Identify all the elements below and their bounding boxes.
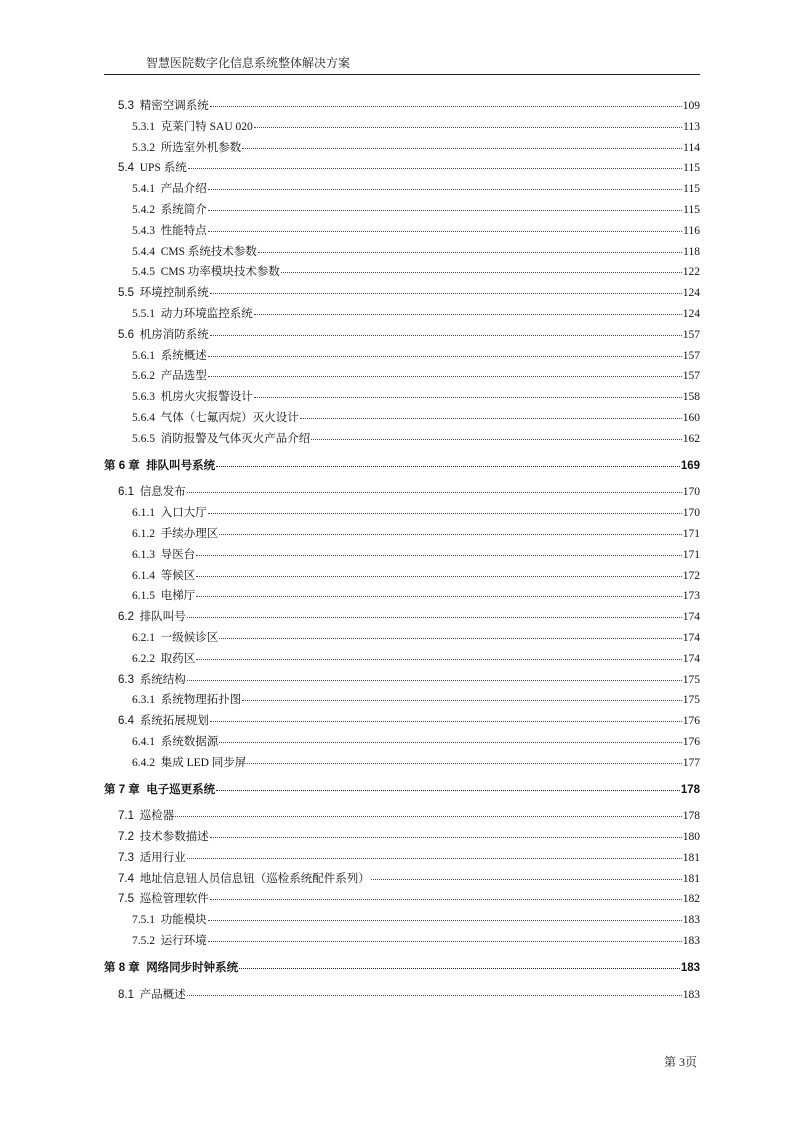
toc-entry-page: 172 <box>682 569 700 582</box>
toc-entry-label <box>118 159 187 175</box>
toc-entry-page: 115 <box>683 203 700 216</box>
toc-entry-title: 系统简介 <box>160 203 207 216</box>
toc-dot-leader <box>254 396 682 398</box>
toc-entry-number: 8.1 <box>118 988 134 1001</box>
toc-entry[interactable] <box>104 828 700 849</box>
toc-entry-page: 160 <box>682 411 700 424</box>
toc-entry-label <box>132 691 241 707</box>
toc-entry[interactable] <box>104 691 700 712</box>
toc-entry[interactable] <box>104 222 700 243</box>
toc-entry-label <box>132 118 253 134</box>
toc-entry-number: 5.3.1 <box>132 120 155 133</box>
toc-entry-number: 6.4.1 <box>132 735 155 748</box>
toc-entry-number: 5.4.3 <box>132 224 155 237</box>
toc-entry-page: 183 <box>682 914 700 927</box>
toc-entry-title: 精密空调系统 <box>139 100 209 112</box>
toc-entry-label <box>132 139 241 155</box>
toc-entry-number: 5.4 <box>118 162 134 175</box>
toc-entry-label <box>132 243 257 259</box>
toc-entry-number: 第 8 章 <box>104 961 140 974</box>
toc-entry-page: 183 <box>680 961 700 974</box>
toc-entry-label <box>132 932 207 948</box>
toc-entry[interactable] <box>104 986 700 1007</box>
toc-entry-number: 7.1 <box>118 810 134 823</box>
toc-entry-page: 115 <box>683 183 700 196</box>
toc-entry-label <box>118 608 186 624</box>
toc-entry-label <box>118 326 209 342</box>
toc-entry-page: 177 <box>682 756 700 769</box>
toc-entry-title: UPS 系统 <box>139 162 187 175</box>
toc-entry-title: 消防报警及气体灭火产品介绍 <box>160 432 311 445</box>
toc-dot-leader <box>196 554 682 556</box>
toc-entry-number: 5.4.4 <box>132 245 155 258</box>
toc-entry[interactable] <box>104 263 700 284</box>
toc-dot-leader <box>208 940 682 942</box>
toc-entry-page: 174 <box>682 631 700 644</box>
toc-chapter-entry[interactable] <box>104 781 700 802</box>
toc-dot-leader <box>371 878 682 880</box>
toc-entry[interactable] <box>104 97 700 118</box>
toc-entry-number: 6.1.5 <box>132 590 155 603</box>
toc-entry-title: 系统拓展规划 <box>139 715 209 728</box>
toc-entry-title: 系统数据源 <box>160 735 219 748</box>
toc-entry-title: 系统概述 <box>160 349 207 362</box>
toc-entry-label <box>118 807 174 823</box>
toc-entry-title: 等候区 <box>160 569 196 582</box>
toc-dot-leader <box>187 491 682 493</box>
toc-entry-title: 导医台 <box>160 548 196 561</box>
toc-entry-title: 系统结构 <box>139 673 186 686</box>
toc-entry-number: 7.3 <box>118 851 134 864</box>
toc-entry[interactable] <box>104 525 700 546</box>
toc-entry-title: 技术参数描述 <box>139 831 209 844</box>
toc-dot-leader <box>210 334 682 336</box>
toc-entry-page: 178 <box>680 783 700 796</box>
toc-dot-leader <box>208 919 682 921</box>
toc-entry-title: CMS 系统技术参数 <box>160 245 257 258</box>
toc-entry-number: 5.6.5 <box>132 432 155 445</box>
toc-entry-label <box>118 671 186 687</box>
toc-entry-number: 6.1.3 <box>132 548 155 561</box>
toc-entry-title: 地址信息钮人员信息钮（巡检系统配件系列） <box>139 872 370 885</box>
toc-entry-page: 157 <box>682 370 700 383</box>
toc-entry-page: 169 <box>680 459 700 472</box>
toc-entry-number: 5.6.3 <box>132 391 155 404</box>
toc-entry[interactable] <box>104 567 700 588</box>
toc-entry-label <box>132 180 207 196</box>
toc-dot-leader <box>219 637 682 639</box>
toc-entry-number: 6.3 <box>118 673 134 686</box>
toc-dot-leader <box>239 967 680 969</box>
toc-entry-title: 入口大厅 <box>160 507 207 520</box>
toc-dot-leader <box>258 251 682 253</box>
toc-entry-page: 181 <box>682 851 700 864</box>
toc-entry-label <box>104 959 238 975</box>
toc-entry-number: 6.2.2 <box>132 652 155 665</box>
toc-entry-label <box>118 483 186 499</box>
toc-entry-number: 6.1.4 <box>132 569 155 582</box>
toc-entry-page: 174 <box>682 611 700 624</box>
toc-entry[interactable] <box>104 504 700 525</box>
toc-dot-leader <box>187 857 682 859</box>
toc-entry[interactable] <box>104 409 700 430</box>
toc-entry[interactable] <box>104 326 700 347</box>
toc-entry-title: 取药区 <box>160 652 196 665</box>
toc-entry[interactable] <box>104 671 700 692</box>
toc-entry-number: 5.6.2 <box>132 370 155 383</box>
toc-entry-title: 性能特点 <box>160 224 207 237</box>
toc-entry-page: 175 <box>682 694 700 707</box>
toc-dot-leader <box>210 105 682 107</box>
toc-entry-page: 124 <box>682 287 700 300</box>
toc-entry-number: 5.5 <box>118 287 134 300</box>
toc-entry-number: 5.4.5 <box>132 266 155 279</box>
toc-entry[interactable] <box>104 870 700 891</box>
toc-entry[interactable] <box>104 430 700 451</box>
toc-entry-page: 171 <box>682 548 700 561</box>
toc-entry[interactable] <box>104 367 700 388</box>
toc-entry-title: 巡检器 <box>139 810 175 823</box>
toc-entry-label <box>132 525 218 541</box>
toc-dot-leader <box>208 209 682 211</box>
toc-entry-label <box>132 409 299 425</box>
toc-entry-page: 158 <box>682 391 700 404</box>
toc-entry-number: 5.6.1 <box>132 349 155 362</box>
toc-entry-number: 7.2 <box>118 831 134 844</box>
toc-entry-label <box>132 201 207 217</box>
toc-dot-leader <box>196 575 682 577</box>
toc-entry-title: 环境控制系统 <box>139 287 209 300</box>
toc-entry-page: 176 <box>682 735 700 748</box>
toc-dot-leader <box>242 147 682 149</box>
toc-entry[interactable] <box>104 733 700 754</box>
toc-entry-label <box>118 849 186 865</box>
toc-entry-page: 115 <box>683 162 700 175</box>
toc-entry-page: 176 <box>682 715 700 728</box>
toc-entry-title: 产品选型 <box>160 370 207 383</box>
toc-entry-title: 克莱门特 SAU 020 <box>160 120 253 133</box>
toc-entry-number: 6.2.1 <box>132 631 155 644</box>
toc-dot-leader <box>219 741 682 743</box>
toc-entry-page: 124 <box>682 307 700 320</box>
toc-entry[interactable] <box>104 180 700 201</box>
toc-entry-label <box>132 911 207 927</box>
toc-dot-leader <box>187 679 682 681</box>
toc-entry-label <box>132 504 207 520</box>
toc-entry[interactable] <box>104 201 700 222</box>
toc-entry[interactable] <box>104 712 700 733</box>
toc-entry-label <box>118 712 209 728</box>
toc-entry-page: 162 <box>682 432 700 445</box>
toc-entry[interactable] <box>104 139 700 160</box>
toc-entry-title: 所选室外机参数 <box>160 141 242 154</box>
toc-entry[interactable] <box>104 890 700 911</box>
toc-entry-title: 机房消防系统 <box>139 328 209 341</box>
toc-dot-leader <box>175 815 682 817</box>
toc-entry-page: 183 <box>682 988 700 1001</box>
toc-entry-number: 6.1.2 <box>132 527 155 540</box>
toc-entry-title: 排队叫号 <box>139 611 186 624</box>
toc-entry-number: 第 6 章 <box>104 459 140 472</box>
toc-entry-label <box>118 284 209 300</box>
toc-entry-title: 电梯厅 <box>160 590 196 603</box>
toc-entry-label <box>118 890 209 906</box>
toc-dot-leader <box>196 595 682 597</box>
toc-entry-number: 7.5.2 <box>132 935 155 948</box>
toc-entry-number: 5.4.1 <box>132 183 155 196</box>
toc-entry-page: 171 <box>682 527 700 540</box>
toc-entry[interactable] <box>104 243 700 264</box>
toc-entry-number: 6.4.2 <box>132 756 155 769</box>
toc-entry[interactable] <box>104 159 700 180</box>
toc-dot-leader <box>187 994 682 996</box>
toc-entry-label <box>132 305 253 321</box>
toc-dot-leader <box>254 126 682 128</box>
toc-entry-title: 气体（七氟丙烷）灭火设计 <box>160 411 299 424</box>
toc-entry-page: 157 <box>682 328 700 341</box>
toc-entry-page: 181 <box>682 872 700 885</box>
toc-dot-leader <box>208 375 682 377</box>
toc-entry-label <box>132 367 207 383</box>
toc-dot-leader <box>187 616 682 618</box>
toc-entry-page: 157 <box>682 349 700 362</box>
toc-chapter-entry[interactable] <box>104 959 700 980</box>
toc-entry[interactable] <box>104 932 700 953</box>
toc-entry[interactable] <box>104 284 700 305</box>
toc-entry[interactable] <box>104 388 700 409</box>
toc-entry-number: 5.4.2 <box>132 203 155 216</box>
toc-entry-title: 产品介绍 <box>160 183 207 196</box>
toc-entry-number: 5.6 <box>118 328 134 341</box>
toc-entry-title: 机房火灾报警设计 <box>160 391 253 404</box>
toc-entry[interactable] <box>104 608 700 629</box>
toc-entry[interactable] <box>104 650 700 671</box>
toc-entry[interactable] <box>104 483 700 504</box>
toc-entry-page: 118 <box>683 245 700 258</box>
toc-entry-title: 集成 LED 同步屏 <box>160 756 247 769</box>
toc-entry-number: 6.1 <box>118 486 134 499</box>
toc-entry-number: 6.4 <box>118 715 134 728</box>
toc-entry[interactable] <box>104 849 700 870</box>
toc-entry-number: 第 7 章 <box>104 783 140 796</box>
toc-entry-number: 5.3 <box>118 100 134 112</box>
toc-entry-title: 信息发布 <box>139 486 186 499</box>
toc-entry-label <box>132 388 253 404</box>
toc-entry-page: 113 <box>683 120 700 133</box>
toc-entry-number: 5.5.1 <box>132 307 155 320</box>
toc-entry-number: 7.5.1 <box>132 914 155 927</box>
toc-entry[interactable] <box>104 911 700 932</box>
toc-dot-leader <box>208 512 682 514</box>
toc-dot-leader <box>219 533 682 535</box>
toc-entry-number: 5.3.2 <box>132 141 155 154</box>
toc-entry-number: 5.6.4 <box>132 411 155 424</box>
toc-dot-leader <box>216 465 680 467</box>
toc-entry-label <box>132 650 195 666</box>
toc-dot-leader <box>188 167 682 169</box>
toc-entry-number: 7.4 <box>118 872 134 885</box>
toc-entry-label <box>104 457 215 473</box>
toc-entry-page: 182 <box>682 893 700 906</box>
toc-entry-page: 170 <box>682 507 700 520</box>
toc-dot-leader <box>210 836 682 838</box>
toc-dot-leader <box>196 658 682 660</box>
toc-entry[interactable] <box>104 587 700 608</box>
toc-entry-label <box>132 567 195 583</box>
toc-dot-leader <box>208 355 682 357</box>
page-number: 第 3页 <box>663 1055 697 1069</box>
toc-entry-label <box>132 754 246 770</box>
toc-entry[interactable] <box>104 347 700 368</box>
toc-entry-page: 178 <box>682 810 700 823</box>
toc-entry[interactable] <box>104 305 700 326</box>
toc-chapter-entry[interactable] <box>104 457 700 478</box>
toc-entry-page: 114 <box>683 141 700 154</box>
toc-dot-leader <box>311 438 682 440</box>
toc-entry-title: 电子巡更系统 <box>146 783 216 796</box>
toc-entry-label <box>132 430 310 446</box>
toc-entry-title: 排队叫号系统 <box>146 459 216 472</box>
toc-entry-title: CMS 功率模块技术参数 <box>160 266 280 279</box>
header-title: 智慧医院数字化信息系统整体解决方案 <box>146 56 351 70</box>
table-of-contents <box>104 97 700 1006</box>
toc-dot-leader <box>210 720 682 722</box>
page-header <box>104 56 700 75</box>
toc-entry-title: 网络同步时钟系统 <box>146 961 239 974</box>
toc-dot-leader <box>300 417 682 419</box>
toc-entry-label <box>132 733 218 749</box>
toc-dot-leader <box>216 789 680 791</box>
toc-entry-title: 系统物理拓扑图 <box>160 694 242 707</box>
toc-dot-leader <box>210 898 682 900</box>
toc-entry-label <box>132 587 195 603</box>
toc-dot-leader <box>254 313 682 315</box>
toc-dot-leader <box>208 230 682 232</box>
toc-entry-title: 适用行业 <box>139 851 186 864</box>
toc-entry-label <box>132 347 207 363</box>
toc-entry-page: 122 <box>682 266 700 279</box>
toc-entry-label <box>118 870 370 886</box>
toc-dot-leader <box>242 699 682 701</box>
toc-dot-leader <box>208 188 682 190</box>
toc-entry[interactable] <box>104 118 700 139</box>
toc-entry-page: 109 <box>682 100 700 112</box>
toc-entry-number: 6.3.1 <box>132 694 155 707</box>
toc-entry[interactable] <box>104 754 700 775</box>
toc-entry-title: 产品概述 <box>139 988 186 1001</box>
toc-dot-leader <box>247 762 681 764</box>
toc-entry-label <box>132 629 218 645</box>
toc-entry-label <box>118 986 186 1002</box>
toc-entry-label <box>132 263 280 279</box>
toc-entry-title: 手续办理区 <box>160 527 219 540</box>
toc-entry-page: 183 <box>682 935 700 948</box>
toc-entry-label <box>132 546 195 562</box>
toc-entry[interactable] <box>104 629 700 650</box>
toc-entry-label <box>104 781 215 797</box>
toc-dot-leader <box>281 271 682 273</box>
toc-entry[interactable] <box>104 807 700 828</box>
toc-entry-label <box>132 222 207 238</box>
toc-entry-label <box>118 828 209 844</box>
toc-entry-page: 173 <box>682 590 700 603</box>
toc-entry-page: 170 <box>682 486 700 499</box>
toc-entry-page: 174 <box>682 652 700 665</box>
toc-entry-page: 116 <box>683 224 700 237</box>
toc-entry-page: 180 <box>682 831 700 844</box>
toc-entry-number: 7.5 <box>118 893 134 906</box>
toc-entry-title: 功能模块 <box>160 914 207 927</box>
toc-entry-label <box>118 97 209 113</box>
toc-entry-number: 6.2 <box>118 611 134 624</box>
toc-entry-page: 175 <box>682 673 700 686</box>
toc-entry-number: 6.1.1 <box>132 507 155 520</box>
toc-entry-title: 动力环境监控系统 <box>160 307 253 320</box>
toc-dot-leader <box>210 292 682 294</box>
toc-entry-title: 运行环境 <box>160 935 207 948</box>
toc-entry-title: 巡检管理软件 <box>139 893 209 906</box>
toc-entry-title: 一级候诊区 <box>160 631 219 644</box>
toc-entry[interactable] <box>104 546 700 567</box>
